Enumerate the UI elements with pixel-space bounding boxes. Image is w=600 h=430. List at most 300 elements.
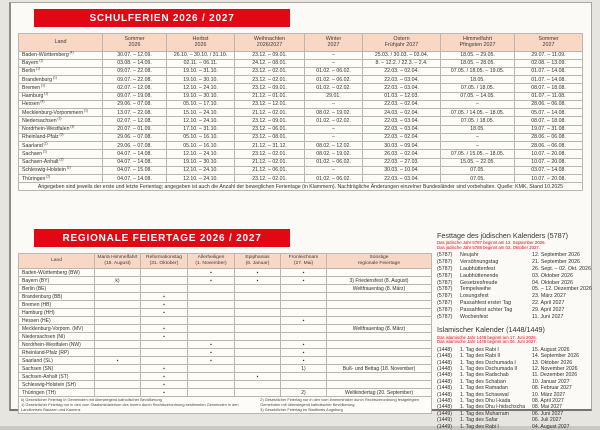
value-cell: k) [95, 277, 141, 285]
footnote-row [19, 397, 432, 414]
value-cell [235, 309, 281, 317]
calendar-event-name: 1. Tag des Safar [460, 417, 498, 424]
calendar-item [437, 280, 595, 287]
jewish-calendar-subline: Das jüdische Jahr 5788 beginnt am 02. Oktober 2027. [437, 245, 540, 251]
movable-days-superscript: (6) [58, 132, 64, 137]
table-row [19, 166, 583, 174]
value-cell [281, 301, 327, 309]
value-cell [327, 373, 432, 381]
column-header [281, 254, 327, 269]
calendar-year: (1448) [437, 359, 452, 366]
table-row [19, 277, 432, 285]
schulferien-title: SCHULFERIEN 2026 / 2027 [89, 12, 235, 24]
calendar-year: (1448) [437, 391, 452, 398]
calendar-year: (1448) [437, 346, 452, 353]
value-cell: – [441, 133, 515, 141]
calendar-year: (1449) [437, 410, 452, 417]
land-cell: Sachsen (SN) [19, 365, 95, 373]
table-row [19, 175, 583, 183]
value-cell [188, 389, 235, 397]
regionale-banner [34, 229, 290, 247]
calendar-item [437, 259, 595, 266]
table-row [19, 325, 432, 333]
table-row [19, 158, 583, 166]
table-row [19, 92, 583, 100]
calendar-year: (1449) [437, 423, 452, 430]
footnote-line: 3) Gesetzlicher Feiertag im Stadtkreis Augsburg [260, 406, 343, 412]
value-cell: 01.07. – 11.08. [515, 92, 583, 100]
value-cell: 23.12. – 02.01. [235, 76, 305, 84]
calendar-year: (1448) [437, 398, 452, 405]
value-cell [327, 317, 432, 325]
land-cell: Saarland $^{(2)}$ [19, 142, 103, 150]
calendar-event-name: 1. Tag des Schawwal [460, 391, 509, 398]
value-cell [188, 285, 235, 293]
column-header [235, 34, 305, 52]
column-header-line: (15. August) [104, 261, 131, 267]
table-row [19, 142, 583, 150]
value-cell [235, 349, 281, 357]
movable-days-superscript: (4) [68, 50, 74, 55]
value-cell [235, 341, 281, 349]
land-cell: Rheinland-Pfalz $^{(6)}$ [19, 133, 103, 141]
value-cell: – [305, 51, 363, 59]
table-row [19, 100, 583, 108]
calendar-year: (5787) [437, 313, 453, 320]
table-row [19, 317, 432, 325]
column-header-line: Sommer [124, 35, 145, 42]
column-header [167, 34, 235, 52]
value-cell: Weltfrauentag (8. März) [327, 325, 432, 333]
regionale-table [18, 253, 432, 414]
value-cell: 05.10. – 17.10. [167, 100, 235, 108]
value-cell: 29.07. – 11.09. [515, 51, 583, 59]
value-cell: 1) [281, 365, 327, 373]
value-cell: 19.10. – 31.10. [167, 67, 235, 75]
value-cell: 22.03. – 02.04. [363, 133, 441, 141]
calendar-year: (5787) [437, 286, 453, 293]
land-cell: Hessen (HE) [19, 317, 95, 325]
land-cell: Nordrhein-Westfalen (NW) [19, 341, 95, 349]
value-cell: 04.07. – 14.08. [103, 150, 167, 158]
land-cell: Berlin (BE) [19, 285, 95, 293]
value-cell [235, 325, 281, 333]
value-cell [327, 301, 432, 309]
calendar-event-date: 26. Sept. – 02. Okt. 2026 [532, 266, 591, 272]
table-row [19, 341, 432, 349]
value-cell: 26.10. – 30.10. / 31.10. [167, 51, 235, 59]
value-cell: ▪ [141, 365, 188, 373]
table-row [19, 373, 432, 381]
column-header-line: (27. Mai) [293, 261, 314, 267]
calendar-event-date: 05. – 12. Dezember 2026 [532, 286, 592, 293]
regionale-table-wrap [18, 253, 431, 414]
value-cell [141, 317, 188, 325]
calendar-year: (5787) [437, 279, 453, 286]
table-row [19, 84, 583, 92]
column-header [515, 34, 583, 52]
value-cell: ▪ [281, 317, 327, 325]
value-cell: 02.08. – 13.09. [515, 59, 583, 67]
value-cell: 07.05. / 18.05. [441, 84, 515, 92]
value-cell: 09.07. – 22.08. [103, 67, 167, 75]
movable-days-superscript: (1) [42, 149, 48, 154]
calendar-event-name: 1. Tag des Dschumada I [460, 359, 516, 366]
value-cell: 01.02. – 06.02. [305, 175, 363, 183]
value-cell: 01.02. – 06.02. [305, 67, 363, 75]
calendar-item [437, 300, 595, 307]
value-cell: 23.12. – 12.01. [235, 100, 305, 108]
column-header-line: 2026 [194, 42, 207, 49]
calendar-event-date: 23. März 2027 [532, 293, 566, 300]
calendar-event-date: 21. September 2026 [532, 259, 581, 266]
value-cell [327, 333, 432, 341]
value-cell: 05.10. – 16.10. [167, 142, 235, 150]
value-cell: 23.12. – 06.01. [235, 125, 305, 133]
table-row [19, 133, 583, 141]
table-row [19, 76, 583, 84]
table-row [19, 381, 432, 389]
table-row [19, 59, 583, 67]
value-cell: 19.10. – 30.10. [167, 158, 235, 166]
value-cell [141, 269, 188, 277]
calendar-sidebar [437, 232, 595, 430]
value-cell [235, 381, 281, 389]
value-cell: ▪ [188, 341, 235, 349]
value-cell [188, 317, 235, 325]
column-header-line: regionale Feiertage [357, 261, 401, 267]
value-cell: 07.05. / 15.05. – 18.05. [441, 150, 515, 158]
land-cell: Hamburg (HH) [19, 309, 95, 317]
calendar-event-date: 04. August 2027 [532, 423, 570, 430]
value-cell: – [305, 125, 363, 133]
value-cell [235, 357, 281, 365]
value-cell: ▪ [141, 389, 188, 397]
calendar-event-date: 08. Mai 2027 [532, 404, 562, 411]
column-header-line: 2027 [327, 42, 340, 49]
value-cell [95, 341, 141, 349]
value-cell: 24.03. – 02.04. [363, 109, 441, 117]
value-cell [188, 365, 235, 373]
value-cell [281, 293, 327, 301]
table-row [19, 301, 432, 309]
land-cell: Brandenburg (BB) [19, 293, 95, 301]
value-cell: 01.03. – 12.03. [363, 92, 441, 100]
calendar-year: (5787) [437, 252, 453, 259]
calendar-item [437, 286, 595, 293]
value-cell: 09.07. – 19.08. [103, 92, 167, 100]
value-cell: – [305, 100, 363, 108]
column-header-line: Herbst [192, 35, 209, 42]
value-cell: 08.02. – 19.02. [305, 109, 363, 117]
value-cell: ▪ [281, 357, 327, 365]
calendar-event-date: 12. November 2026 [532, 366, 578, 372]
value-cell: 20.07. – 01.09. [103, 125, 167, 133]
value-cell: 21.12. – 01.01. [235, 92, 305, 100]
value-cell [95, 349, 141, 357]
calendar-event-date: 15. August 2026 [532, 346, 570, 353]
calendar-event-date: 14. September 2026 [532, 353, 580, 360]
header-row [19, 254, 432, 269]
value-cell [188, 325, 235, 333]
value-cell: 02.07. – 12.08. [103, 84, 167, 92]
value-cell: 04.07. – 15.08. [103, 166, 167, 174]
schulferien-banner [34, 9, 290, 27]
calendar-year: (1448) [437, 404, 452, 411]
calendar-event-date: 08. April 2027 [532, 398, 564, 405]
calendar-event-date: 22. April 2027 [532, 299, 565, 306]
value-cell: 04.07. – 14.08. [103, 175, 167, 183]
land-cell: Schleswig-Holstein $^{(2)}$ [19, 166, 103, 174]
land-cell: Hamburg $^{(1)}$ [19, 92, 103, 100]
footnote-row [19, 183, 583, 191]
header-row [19, 34, 583, 52]
table-row [19, 389, 432, 397]
calendar-event-name: 1. Tag des Dhu l-hidschscha [460, 404, 526, 411]
value-cell: 22.03. – 03.04. [363, 76, 441, 84]
table-row [19, 309, 432, 317]
value-cell [327, 349, 432, 357]
column-header-line: (6. Januar) [245, 261, 270, 267]
calendar-year: (1448) [437, 372, 452, 379]
table-row [19, 125, 583, 133]
value-cell: 03.08. – 14.09. [103, 59, 167, 67]
schulferien-table-wrap [18, 33, 582, 191]
value-cell: – [441, 142, 515, 150]
value-cell: 23.12. – 02.01. [235, 175, 305, 183]
value-cell: 10.07. – 20.08. [515, 158, 583, 166]
land-cell: Baden-Württemberg (BW) [19, 269, 95, 277]
land-cell: Baden-Württemberg $^{(4)}$ [19, 51, 103, 59]
value-cell [281, 309, 327, 317]
value-cell: 19.07. – 31.08. [515, 125, 583, 133]
value-cell [188, 293, 235, 301]
value-cell: 22.03. – 02.04. [363, 67, 441, 75]
table-row [19, 67, 583, 75]
land-cell: Sachsen $^{(1)}$ [19, 150, 103, 158]
value-cell: 07.05. [441, 175, 515, 183]
value-cell: Weltfrauentag (8. März) [327, 285, 432, 293]
column-header-line: Pfingsten 2027 [459, 42, 496, 49]
value-cell: Buß- und Bettag (18. November) [327, 365, 432, 373]
jewish-calendar-title: Festtage des jüdischen Kalenders (5787) [437, 231, 569, 240]
land-cell: Brandenburg $^{(1)}$ [19, 76, 103, 84]
calendar-year: (1449) [437, 417, 452, 424]
column-header-line: (31. Oktober) [149, 261, 179, 267]
column-header [305, 34, 363, 52]
calendar-year: (5787) [437, 272, 453, 279]
value-cell: – [441, 100, 515, 108]
value-cell: 21.12. – 06.01. [235, 166, 305, 174]
value-cell [141, 285, 188, 293]
land-cell: Schleswig-Holstein (SH) [19, 381, 95, 389]
table-row [19, 269, 432, 277]
value-cell [188, 381, 235, 389]
value-cell: 07.05. / 18.05. [441, 117, 515, 125]
value-cell: 28.06. – 06.08. [515, 142, 583, 150]
value-cell: 29.06. – 07.08. [103, 133, 167, 141]
calendar-event-date: 08. Februar 2027 [532, 385, 572, 392]
value-cell: 07.05. / 14.05. – 18.05. [441, 109, 515, 117]
islamic-calendar-title: Islamischer Kalender (1448/1449) [437, 325, 545, 335]
value-cell: 07.05. [441, 166, 515, 174]
value-cell: 22.03. – 27.03. [363, 158, 441, 166]
value-cell: 12.10. – 24.10. [167, 150, 235, 158]
calendar-event-name: Losungsfest [460, 293, 489, 300]
table-row [19, 150, 583, 158]
column-header-line: Epiphanias [245, 255, 270, 260]
movable-days-superscript: (1) [52, 74, 57, 79]
value-cell: 30.03. – 09.04. [363, 142, 441, 150]
calendar-event-date: 11. Juni 2027 [532, 313, 564, 320]
value-cell [95, 269, 141, 277]
value-cell [327, 357, 432, 365]
table-row [19, 333, 432, 341]
land-cell: Thüringen $^{(2)}$ [19, 175, 103, 183]
value-cell [281, 373, 327, 381]
movable-days-superscript: (1) [40, 83, 45, 88]
movable-days-superscript: (2) [65, 165, 71, 170]
schulferien-body [19, 51, 583, 183]
value-cell [235, 333, 281, 341]
value-cell: 25.03. / 30.03. – 03.04. [363, 51, 441, 59]
value-cell: 01.02. – 06.02. [305, 76, 363, 84]
value-cell [235, 301, 281, 309]
value-cell: 28.06. – 06.08. [515, 133, 583, 141]
value-cell [327, 309, 432, 317]
value-cell [95, 381, 141, 389]
calendar-event-name: Passahfest achter Tag [460, 306, 513, 313]
value-cell: 07.05. / 18.05. – 19.05. [441, 67, 515, 75]
value-cell: 26.03. – 02.04. [363, 150, 441, 158]
calendar-year: (5787) [437, 259, 453, 266]
value-cell [327, 381, 432, 389]
land-cell: Sachsen-Anhalt (ST) [19, 373, 95, 381]
movable-days-superscript: (2) [42, 140, 48, 145]
calendar-item [437, 314, 595, 321]
calendar-event-date: 06. Juli 2027 [532, 417, 562, 424]
value-cell [235, 293, 281, 301]
jewish-calendar-subline: Das jüdische Jahr 5787 beginnt am 12. September 2026. [437, 240, 546, 246]
value-cell [327, 341, 432, 349]
value-cell: 29.06. – 07.08. [103, 100, 167, 108]
calendar-event-date: 29. April 2027 [532, 306, 565, 313]
value-cell: 01.07. – 14.08. [515, 67, 583, 75]
value-cell: ▪ [141, 333, 188, 341]
regionale-footnotes [19, 397, 432, 414]
calendar-event-name: Tempelweihe [460, 286, 491, 293]
column-header [441, 34, 515, 52]
movable-days-superscript: (1) [43, 91, 49, 96]
value-cell [141, 357, 188, 365]
calendar-event-date: 11. Dezember 2026 [532, 372, 578, 379]
value-cell [327, 269, 432, 277]
calendar-event-name: 1. Tag des Rabi II [460, 353, 501, 360]
land-cell: Rheinland-Pfalz (RP) [19, 349, 95, 357]
value-cell: 08.02. – 12.02. [305, 142, 363, 150]
calendar-event-name: Passahfest erster Tag [460, 299, 512, 306]
value-cell [95, 285, 141, 293]
value-cell: ▪ [281, 269, 327, 277]
value-cell: ▪ [141, 309, 188, 317]
column-header [188, 254, 235, 269]
value-cell: 3) Friedensfest (8. August) [327, 277, 432, 285]
value-cell: – [305, 59, 363, 67]
value-cell: 29.06. – 07.08. [103, 142, 167, 150]
footnote-line: 2) Gesetzlicher Feiertag nur in den vom Innenminister durch Rechtsverordnung festgelegten Gemeinden mit überwiegend katholischer Bevölkerung [260, 396, 419, 407]
regionale-title: REGIONALE FEIERTAGE 2026 / 2027 [62, 232, 262, 244]
islamic-calendar-subline: Das islamische Jahr 1448 beginnt am 17. Juni 2026. [437, 334, 537, 340]
value-cell: 08.07. – 18.08. [515, 117, 583, 125]
value-cell: 22.03. – 02.04. [363, 100, 441, 108]
land-cell: Saarland (SL) [19, 357, 95, 365]
calendar-year: (1448) [437, 366, 452, 372]
value-cell: 19.10. – 30.10. [167, 76, 235, 84]
regionale-body [19, 269, 432, 397]
schulferien-footnote: Angegeben sind jeweils der erste und letzte Ferientag; angegeben ist auch die Anzahl der beweglichen Ferientage (in Klammern). Nachträgliche Änderungen einzelner Bundesländer sind vorbehalten. Quelle: KMK, Stand 10.2025 [19, 183, 583, 191]
islamic-calendar-section [437, 326, 595, 430]
value-cell: ▪ [141, 325, 188, 333]
value-cell: ▪ [281, 349, 327, 357]
value-cell: 23.12. – 09.01. [235, 51, 305, 59]
value-cell [95, 373, 141, 381]
value-cell: 23.12. – 08.01. [235, 133, 305, 141]
calendar-event-date: 04. Oktober 2026 [532, 279, 573, 286]
calendar-event-name: 1. Tag des Muharram [460, 410, 509, 417]
footnote-line: 1) Gesetzlicher Feiertag nur in den vom Staatsministerium des Innern durch Rechtsverordnung bestimmten Gemeinden in den Landkreisen Bautzen und Kamenz [21, 401, 239, 412]
value-cell [281, 285, 327, 293]
calendar-year: (5787) [437, 299, 453, 306]
column-header [141, 254, 188, 269]
value-cell: ▪ [188, 349, 235, 357]
calendar-item [437, 307, 595, 314]
land-cell: Mecklenburg-Vorpom. (MV) [19, 325, 95, 333]
footnotes-left-column [21, 398, 254, 413]
value-cell [235, 389, 281, 397]
table-row [19, 349, 432, 357]
calendar-event-name: Neujahr [460, 252, 479, 259]
value-cell: 12.10. – 24.10. [167, 117, 235, 125]
calendar-year: (5787) [437, 266, 453, 272]
value-cell [95, 365, 141, 373]
calendar-event-name: 1. Tag des Dhu l-kada [460, 398, 511, 405]
value-cell [141, 277, 188, 285]
value-cell [281, 381, 327, 389]
table-row [19, 365, 432, 373]
value-cell [141, 341, 188, 349]
value-cell: Weltkindertag (20. September) [327, 389, 432, 397]
value-cell [235, 317, 281, 325]
column-header [327, 254, 432, 269]
value-cell: 8. – 12.2. / 22.3. – 2.4. [363, 59, 441, 67]
calendar-item [437, 252, 595, 259]
movable-days-superscript: (1) [38, 58, 44, 63]
table-row [19, 109, 583, 117]
value-cell [188, 373, 235, 381]
value-cell: 30.07. – 12.09. [103, 51, 167, 59]
land-cell: Niedersachsen (NI) [19, 333, 95, 341]
jewish-calendar-section [437, 232, 595, 320]
value-cell: 08.07. – 18.08. [515, 84, 583, 92]
value-cell [95, 389, 141, 397]
value-cell: 24.12. – 08.01. [235, 59, 305, 67]
value-cell: 01.02. – 02.02. [305, 117, 363, 125]
value-cell: 23.12. – 09.01. [235, 84, 305, 92]
column-header-line: Himmelfahrt [462, 35, 493, 42]
value-cell: 29.01. [305, 92, 363, 100]
value-cell: 19.10. – 30.10. [167, 92, 235, 100]
column-header [103, 34, 167, 52]
